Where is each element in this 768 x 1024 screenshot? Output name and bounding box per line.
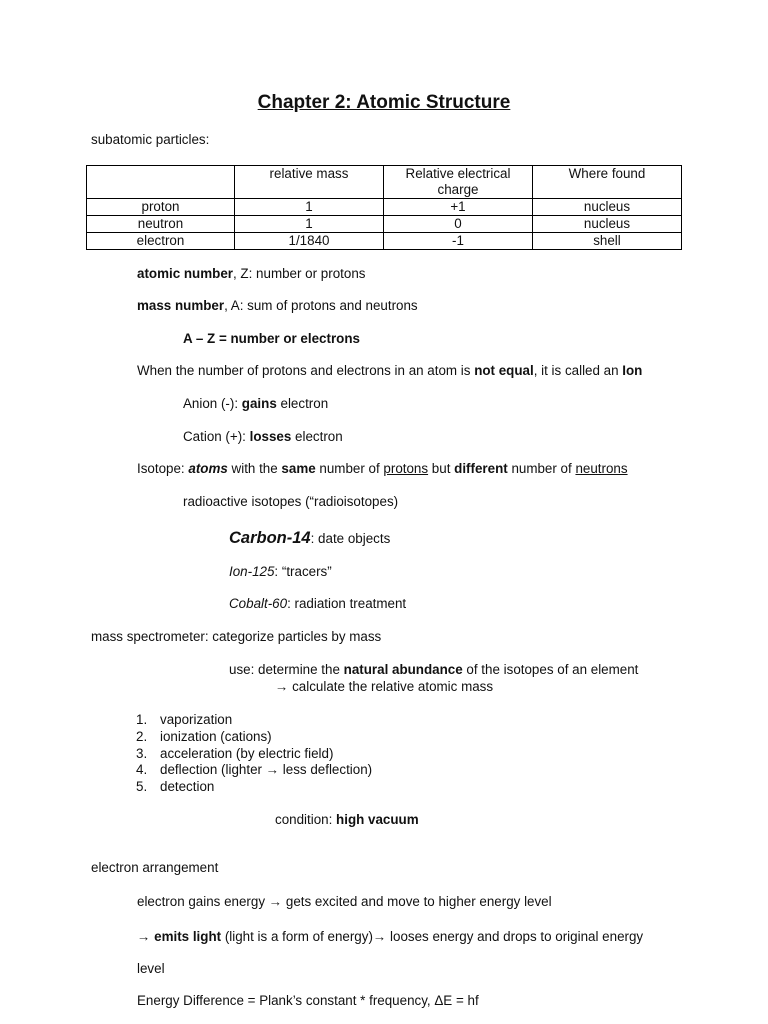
isotope-label: Isotope: <box>137 461 189 476</box>
ion-text-2: , it is called an <box>533 363 623 378</box>
anion-label: Anion (-): <box>183 396 242 411</box>
table-header-row <box>87 166 682 199</box>
condition-line <box>275 812 419 828</box>
table-cell: 0 <box>384 216 533 233</box>
table-row <box>87 233 682 250</box>
atomic-number-def: , Z: number or protons <box>232 266 366 281</box>
use-natural-abundance: natural abundance <box>343 662 463 677</box>
table-cell: proton <box>87 199 235 216</box>
table-cell: 1/1840 <box>235 233 384 250</box>
isotope-t3: but <box>428 461 455 476</box>
cation-label: Cation (+): <box>183 429 250 444</box>
cobalt-use: : radiation treatment <box>287 596 407 611</box>
use-pre: use: determine the <box>229 662 344 677</box>
isotope-line <box>137 461 628 477</box>
table-cell: -1 <box>384 233 533 250</box>
ion125-line <box>229 564 332 580</box>
table-cell: nucleus <box>533 216 682 233</box>
ion-text-1: When the number of protons and electrons in an atom is <box>137 363 475 378</box>
cation-line <box>183 429 343 445</box>
gains-energy-line: electron gains energy → gets excited and move to higher energy level <box>137 894 552 909</box>
particle-table <box>86 165 682 250</box>
mass-number-term: mass number <box>137 298 225 313</box>
anion-post: electron <box>276 396 329 411</box>
mass-number-line <box>137 298 418 314</box>
isotope-atoms: atoms <box>188 461 228 476</box>
list-item: 5. detection <box>136 779 215 795</box>
radioisotopes-line: radioactive isotopes (“radioisotopes) <box>183 494 399 509</box>
anion-line <box>183 396 328 412</box>
mass-number-def: , A: sum of protons and neutrons <box>224 298 418 313</box>
carbon-use: : date objects <box>310 531 391 546</box>
table-cell: neutron <box>87 216 235 233</box>
list-item: 2. ionization (cations) <box>136 728 272 744</box>
table-cell: 1 <box>235 216 384 233</box>
carbon-name: Carbon-14 <box>229 529 311 547</box>
table-header-cell: relative mass <box>235 166 384 199</box>
formula: A – Z = number or electrons <box>183 331 360 346</box>
isotope-same: same <box>281 461 316 476</box>
use-line <box>229 662 638 678</box>
table-cell: shell <box>533 233 682 250</box>
emits-light-line <box>137 929 643 945</box>
emits-post: (light is a form of energy)→ looses energy and drops to original energy <box>221 929 644 944</box>
carbon-line <box>229 529 390 548</box>
table-header-cell: Where found <box>533 166 682 199</box>
isotope-protons: protons <box>383 461 429 476</box>
isotope-neutrons: neutrons <box>575 461 628 476</box>
cation-post: electron <box>291 429 343 444</box>
ion125-use: : “tracers” <box>274 564 332 579</box>
page-title: Chapter 2: Atomic Structure <box>257 92 511 113</box>
subatomic-label: subatomic particles: <box>91 132 210 147</box>
cobalt-line <box>229 596 406 612</box>
table-cell: electron <box>87 233 235 250</box>
electron-arrangement-heading: electron arrangement <box>91 860 219 875</box>
emits-light-term: emits light <box>154 929 222 944</box>
formula-line <box>183 331 360 347</box>
table-header-cell <box>87 166 235 199</box>
ion-term: Ion <box>622 363 643 378</box>
ion-not-equal: not equal <box>474 363 534 378</box>
table-row <box>87 199 682 216</box>
condition-value: high vacuum <box>336 812 419 827</box>
isotope-different: different <box>454 461 508 476</box>
emits-arrow: → <box>137 929 155 944</box>
isotope-t2: number of <box>315 461 384 476</box>
isotope-t1: with the <box>227 461 282 476</box>
isotope-t4: number of <box>507 461 576 476</box>
calc-line: → calculate the relative atomic mass <box>275 679 494 694</box>
table-cell: 1 <box>235 199 384 216</box>
cation-losses: losses <box>249 429 292 444</box>
anion-gains: gains <box>241 396 277 411</box>
energy-difference-line: Energy Difference = Plank’s constant * frequency, ΔE = hf <box>137 993 479 1008</box>
ion-sentence <box>137 363 642 379</box>
table-cell: nucleus <box>533 199 682 216</box>
table-cell: +1 <box>384 199 533 216</box>
atomic-number-line <box>137 266 365 282</box>
mass-spectrometer-line: mass spectrometer: categorize particles by mass <box>91 629 382 644</box>
use-post: of the isotopes of an element <box>462 662 639 677</box>
steps-list <box>136 712 372 796</box>
cobalt-name: Cobalt-60 <box>229 596 288 611</box>
list-item: 4. deflection (lighter → less deflection) <box>136 762 373 778</box>
condition-label: condition: <box>275 812 337 827</box>
list-item: 1. vaporization <box>136 712 233 727</box>
list-item: 3. acceleration (by electric field) <box>136 745 334 761</box>
level-line: level <box>137 961 165 976</box>
atomic-number-term: atomic number <box>137 266 233 281</box>
table-row <box>87 216 682 233</box>
ion125-name: Ion-125 <box>229 564 275 579</box>
table-header-cell: Relative electrical charge <box>384 166 533 199</box>
